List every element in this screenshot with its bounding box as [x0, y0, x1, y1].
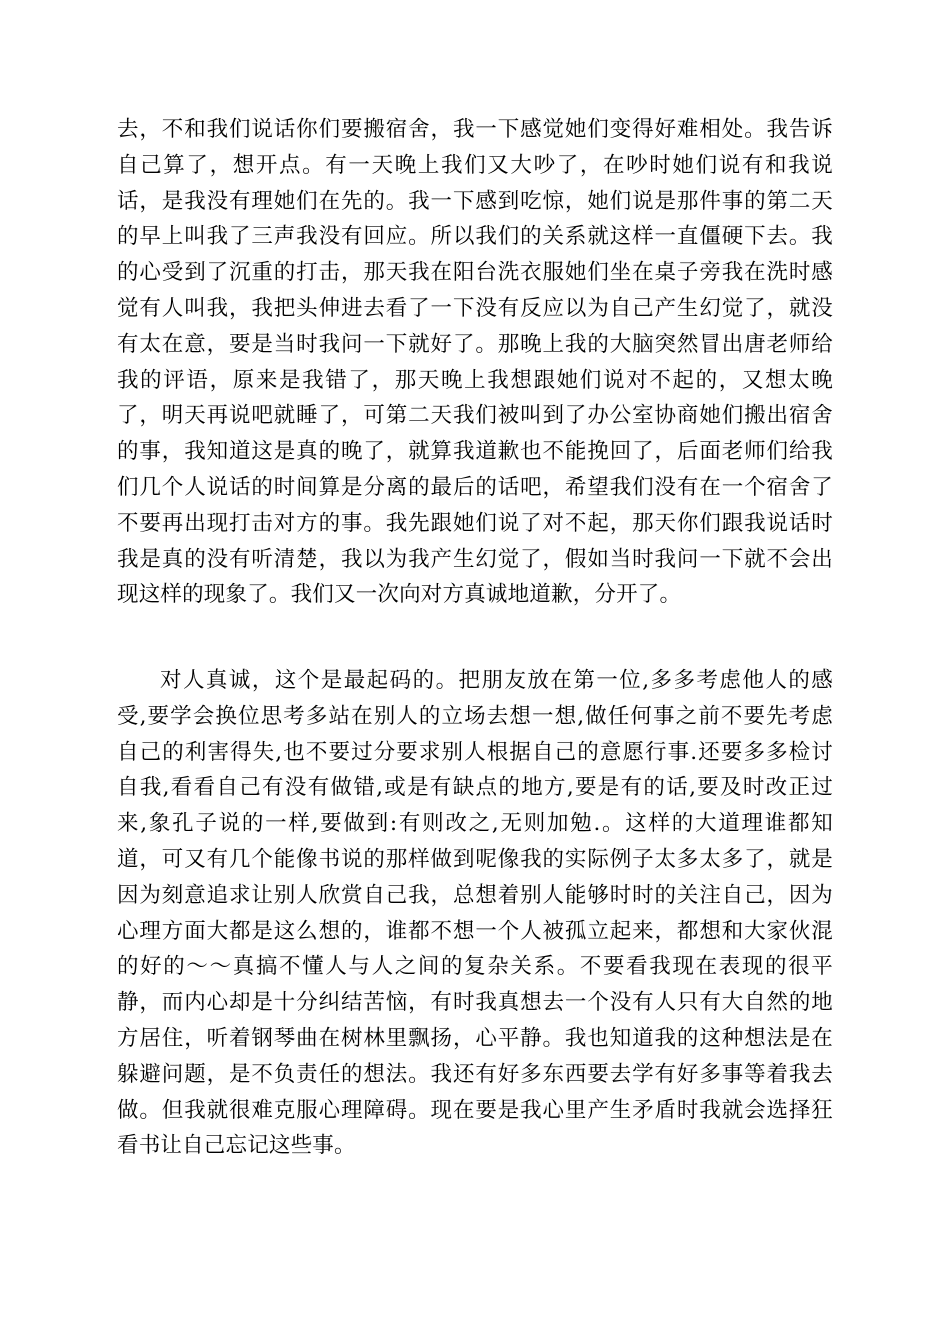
text-line: 现这样的现象了。我们又一次向对方真诚地道歉，分开了。	[117, 582, 682, 608]
text-line: 我的评语，原来是我错了，那天晚上我想跟她们说对不起的，又想太晚	[117, 367, 833, 393]
text-line: 对人真诚，这个是最起码的。把朋友放在第一位,多多考虑他人的感	[160, 668, 833, 693]
text-line: 不要再出现打击对方的事。我先跟她们说了对不起，那天你们跟我说话时	[117, 510, 833, 536]
text-line: 的心受到了沉重的打击，那天我在阳台洗衣服她们坐在桌子旁我在洗时感	[117, 260, 833, 286]
text-line: 静，而内心却是十分纠结苦恼，有时我真想去一个没有人只有大自然的地	[117, 990, 833, 1016]
text-line: 心理方面大都是这么想的，谁都不想一个人被孤立起来，都想和大家伙混	[117, 918, 833, 944]
text-line: 躲避问题，是不负责任的想法。我还有好多东西要去学有好多事等着我去	[117, 1061, 833, 1087]
paragraph-1	[117, 112, 833, 613]
text-line: 做。但我就很难克服心理障碍。现在要是我心里产生矛盾时我就会选择狂	[117, 1097, 833, 1123]
text-line: 方居住，听着钢琴曲在树林里飘扬，心平静。我也知道我的这种想法是在	[117, 1025, 833, 1051]
text-line: 看书让自己忘记这些事。	[117, 1133, 356, 1159]
text-line: 自己的利害得失,也不要过分要求别人根据自己的意愿行事.还要多多检讨	[117, 739, 833, 765]
paragraph-2	[117, 663, 833, 1164]
text-line: 的好的～～真搞不懂人与人之间的复杂关系。不要看我现在表现的很平	[117, 954, 833, 980]
text-line: 我是真的没有听清楚，我以为我产生幻觉了，假如当时我问一下就不会出	[117, 546, 833, 572]
text-line: 话，是我没有理她们在先的。我一下感到吃惊，她们说是那件事的第二天	[117, 188, 833, 214]
text-line: 来,象孔子说的一样,要做到:有则改之,无则加勉.。这样的大道理谁都知	[117, 811, 833, 837]
text-line: 受,要学会换位思考多站在别人的立场去想一想,做任何事之前不要先考虑	[117, 703, 833, 729]
text-line: 去，不和我们说话你们要搬宿舍，我一下感觉她们变得好难相处。我告诉	[117, 117, 833, 142]
text-line: 自己算了，想开点。有一天晚上我们又大吵了，在吵时她们说有和我说	[117, 152, 833, 178]
text-line: 觉有人叫我，我把头伸进去看了一下没有反应以为自己产生幻觉了，就没	[117, 295, 833, 321]
text-line: 因为刻意追求让别人欣赏自己我，总想着别人能够时时的关注自己，因为	[117, 882, 833, 908]
text-line: 自我,看看自己有没有做错,或是有缺点的地方,要是有的话,要及时改正过	[117, 775, 833, 801]
text-line: 了，明天再说吧就睡了，可第二天我们被叫到了办公室协商她们搬出宿舍	[117, 403, 833, 429]
text-line: 有太在意，要是当时我问一下就好了。那晚上我的大脑突然冒出唐老师给	[117, 331, 833, 357]
text-line: 们几个人说话的时间算是分离的最后的话吧，希望我们没有在一个宿舍了	[117, 474, 833, 500]
text-line: 道，可又有几个能像书说的那样做到呢像我的实际例子太多太多了，就是	[117, 846, 833, 872]
text-line: 的早上叫我了三声我没有回应。所以我们的关系就这样一直僵硬下去。我	[117, 224, 833, 250]
text-line: 的事，我知道这是真的晚了，就算我道歉也不能挽回了，后面老师们给我	[117, 439, 833, 465]
